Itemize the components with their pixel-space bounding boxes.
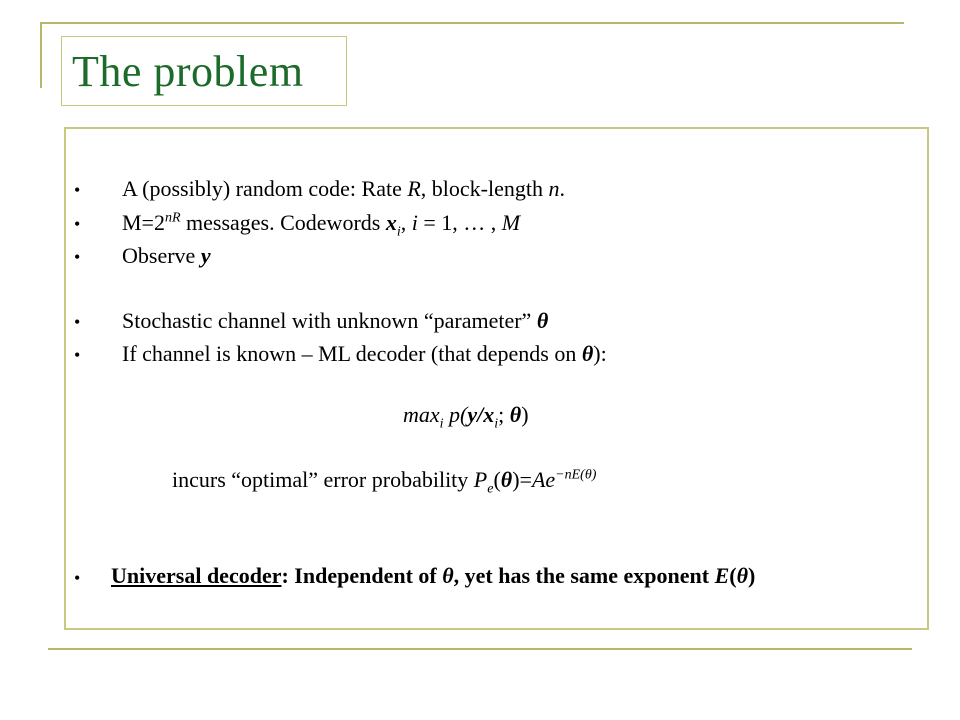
b2-text-4: = 1, … , <box>417 210 502 235</box>
formula-max: max <box>403 402 440 427</box>
bullet-6-marker: • <box>74 568 81 588</box>
bullet-5-marker: • <box>74 345 81 365</box>
b2-sup: nR <box>164 210 181 226</box>
b6-close: ) <box>748 563 756 588</box>
bullet-3-text <box>122 245 211 267</box>
formula-y: y <box>467 402 478 427</box>
formula-slash: / <box>477 402 484 427</box>
b1-text-2: , block-length <box>420 176 549 201</box>
error-text-1: incurs “optimal” error probability <box>172 467 474 492</box>
error-theta: θ <box>500 467 513 492</box>
formula-p: p( <box>443 402 468 427</box>
b6-theta-2: θ <box>736 563 749 588</box>
error-P: P <box>473 467 488 492</box>
b1-n: n <box>548 176 560 201</box>
bullet-5-text <box>122 343 607 365</box>
b2-sub: i <box>396 224 401 240</box>
b1-text-3: . <box>559 176 565 201</box>
error-Ae: Ae <box>531 467 556 492</box>
b6-theta: θ <box>442 563 454 588</box>
formula-x-sub: i <box>494 416 499 432</box>
b2-text-1: M=2 <box>122 210 165 235</box>
error-text-2: )= <box>512 467 532 492</box>
slide-title: The problem <box>72 46 304 96</box>
bullet-4-text <box>122 310 548 332</box>
b4-theta: θ <box>536 308 549 333</box>
b6-E: E <box>714 563 730 588</box>
error-exponent: −nE(θ) <box>555 467 597 483</box>
formula-close: ) <box>521 402 529 427</box>
bullet-2-marker: • <box>74 214 81 234</box>
bullet-3-marker: • <box>74 247 81 267</box>
formula-x: x <box>483 402 495 427</box>
b6-universal-decoder: Universal decoder <box>111 563 282 588</box>
b4-text-1: Stochastic channel with unknown “parameter” <box>122 308 537 333</box>
b5-theta: θ <box>581 341 594 366</box>
b2-i: i <box>411 210 418 235</box>
bullet-2-text <box>122 210 521 240</box>
formula-max-sub: i <box>439 416 444 432</box>
b5-text-1: If channel is known – ML decoder (that depends on <box>122 341 582 366</box>
b2-M: M <box>501 210 521 235</box>
b2-text-3: , <box>400 210 412 235</box>
b6-open: ( <box>729 563 737 588</box>
content-box <box>64 127 929 630</box>
b2-text-2: messages. Codewords <box>180 210 386 235</box>
formula-semi: ; <box>498 402 510 427</box>
bullet-1-marker: • <box>74 180 81 200</box>
b3-y: y <box>200 243 211 268</box>
b2-x: x <box>385 210 397 235</box>
b1-rate: R <box>407 176 421 201</box>
title-box <box>61 36 347 106</box>
ml-formula <box>403 402 529 432</box>
b3-text-1: Observe <box>122 243 201 268</box>
b6-text-2: , yet has the same exponent <box>453 563 715 588</box>
bullet-1-text <box>122 178 565 200</box>
error-open: ( <box>493 467 501 492</box>
bullet-4-marker: • <box>74 312 81 332</box>
error-P-sub: e <box>487 481 494 497</box>
bullet-6-text <box>111 565 755 587</box>
b6-text-1: : Independent of <box>281 563 443 588</box>
b1-text-1: A (possibly) random code: Rate <box>122 176 408 201</box>
b5-text-2: ): <box>593 341 607 366</box>
bottom-rule <box>48 648 912 650</box>
top-rule <box>40 22 904 24</box>
error-probability-line <box>172 467 597 497</box>
left-rule <box>40 22 42 88</box>
formula-theta: θ <box>509 402 522 427</box>
